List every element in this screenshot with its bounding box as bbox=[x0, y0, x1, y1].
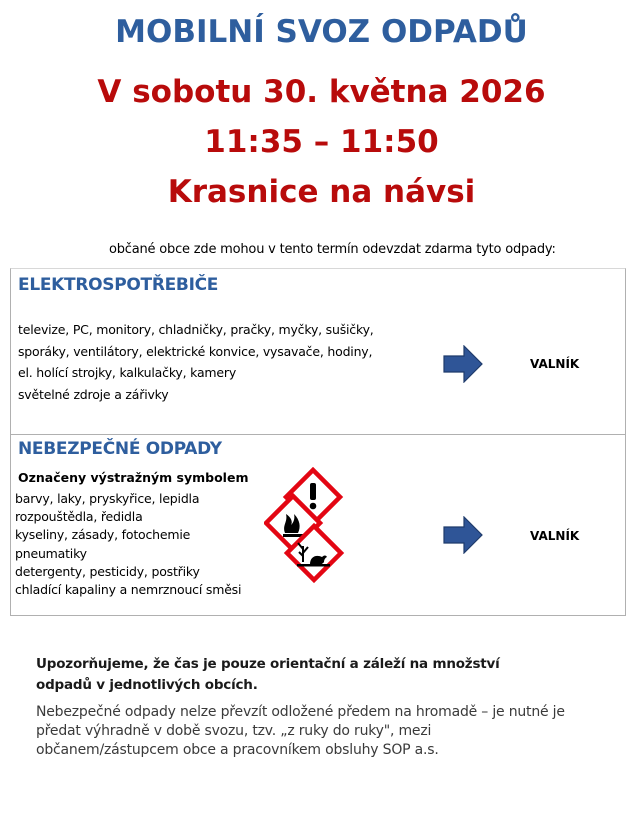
list-item: rozpouštědla, ředidla bbox=[15, 509, 143, 525]
list-item: detergenty, pesticidy, postřiky bbox=[15, 563, 200, 579]
hazard-symbols bbox=[264, 467, 348, 587]
item-list bbox=[15, 491, 241, 600]
intro-text: občané obce zde mohou v tento termín odevzdat zdarma tyto odpady: bbox=[109, 242, 556, 257]
waste-table bbox=[10, 268, 626, 616]
list-item: el. holící strojky, kalkulačky, kamery bbox=[18, 365, 237, 380]
list-item: barvy, laky, pryskyřice, lepidla bbox=[15, 491, 200, 506]
section-divider bbox=[11, 434, 625, 435]
destination-label: VALNÍK bbox=[530, 357, 580, 371]
event-time: 11:35 – 11:50 bbox=[204, 124, 439, 160]
handover-notice: Nebezpečné odpady nelze převzít odložené předem na hromadě – je nutné je předat výhradně v době svozu, tzv. „z ruky do ruky", mezi občanem/zástupcem obce a pracovníkem obsluhy SOP a.s. bbox=[36, 704, 565, 758]
page-title: MOBILNÍ SVOZ ODPADŮ bbox=[115, 14, 528, 50]
event-date: V sobotu 30. května 2026 bbox=[97, 74, 546, 110]
event-place: Krasnice na návsi bbox=[167, 174, 476, 210]
list-item: sporáky, ventilátory, elektrické konvice, vysavače, hodiny, bbox=[18, 343, 373, 359]
section-subtitle: Označeny výstražným symbolem bbox=[18, 470, 249, 485]
item-list bbox=[18, 322, 374, 408]
right-arrow-icon bbox=[443, 345, 483, 383]
list-item: pneumatiky bbox=[15, 545, 87, 561]
list-item: světelné zdroje a zářivky bbox=[18, 386, 169, 402]
section-title: NEBEZPEČNÉ ODPADY bbox=[18, 439, 222, 459]
right-arrow-icon bbox=[443, 516, 483, 554]
time-notice: Upozorňujeme, že čas je pouze orientační a záleží na množství odpadů v jednotlivých obcích. bbox=[36, 656, 500, 693]
section-title: ELEKTROSPOTŘEBIČE bbox=[18, 275, 219, 295]
list-item: chladící kapaliny a nemrznoucí směsi bbox=[15, 581, 242, 597]
destination-label: VALNÍK bbox=[530, 529, 580, 543]
list-item: televize, PC, monitory, chladničky, pračky, myčky, sušičky, bbox=[18, 322, 374, 337]
list-item: kyseliny, zásady, fotochemie bbox=[15, 527, 191, 543]
